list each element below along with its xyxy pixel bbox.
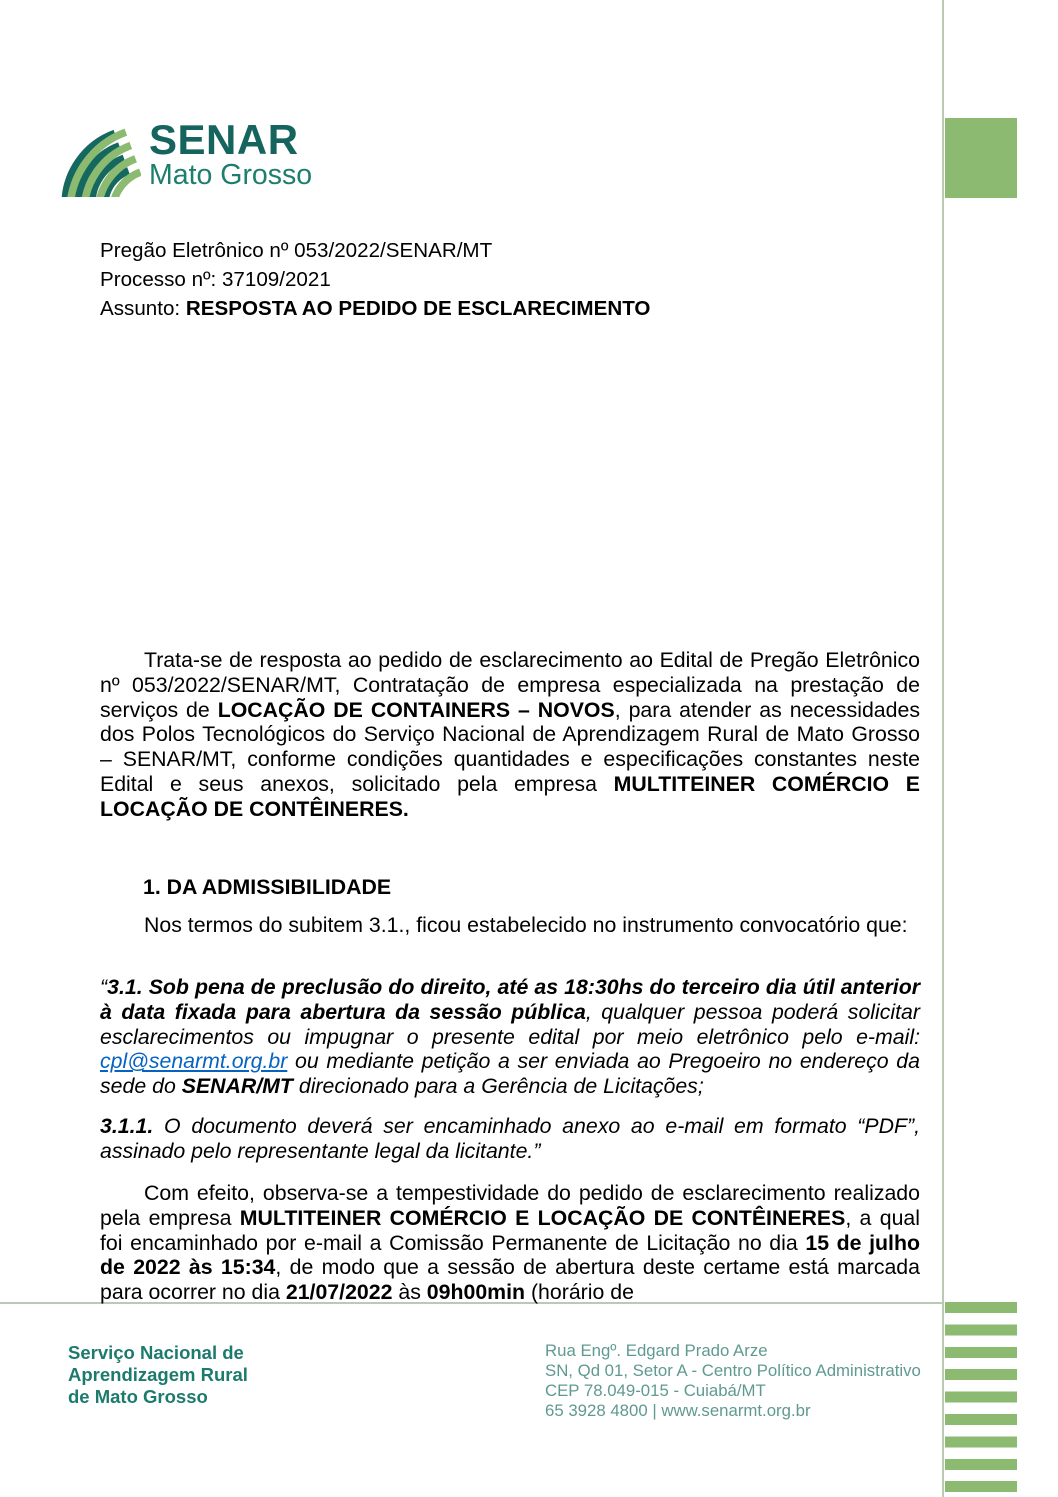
tempestividade-paragraph [100, 1181, 920, 1305]
tempestividade-session-date: 21/07/2022 [285, 1280, 393, 1304]
email-link[interactable]: cpl@senarmt.org.br [100, 1049, 288, 1074]
quote-3-1-mid: , qualquer pessoa poderá solicitar esclarecimentos ou impugnar o presente edital por meio eletrônico pelo e-mail: [100, 999, 920, 1049]
tempestividade-company: MULTITEINER COMÉRCIO E LOCAÇÃO DE CONTÊINERES [239, 1205, 846, 1230]
header-processo-line: Processo nº: 37109/2021 [100, 268, 331, 291]
footer-org-line-3: de Mato Grosso [68, 1386, 208, 1407]
quote-3-1-1-text: O documento deverá ser encaminhado anexo ao e-mail em formato “PDF”, assinado pelo representante legal da licitante.” [100, 1114, 920, 1163]
intro-run-1: Trata-se de resposta ao pedido de esclarecimento ao Edital de Pregão Eletrônico nº 053/2022/SENAR/MT, Contratação de empresa especializada na prestação de serviços de [100, 648, 920, 722]
tempestividade-run-3: , a qual foi encaminhado por e-mail a Comissão Permanente de Licitação no dia [100, 1205, 920, 1255]
logo-text [149, 110, 312, 190]
intro-run-company: MULTITEINER COMÉRCIO E LOCAÇÃO DE CONTÊINERES. [100, 771, 920, 821]
assunto-label: Assunto: [100, 297, 186, 320]
intro-run-object: LOCAÇÃO DE CONTAINERS – NOVOS [217, 697, 615, 722]
quote-3-1-tail: direcionado para a Gerência de Licitações; [292, 1074, 704, 1098]
quote-3-1-after-email: ou mediante petição a ser enviada ao Pregoeiro no endereço da sede do [100, 1049, 920, 1098]
quote-3-1-1-number: 3.1.1. [100, 1114, 154, 1138]
quote-3-1-paragraph [100, 975, 920, 1099]
quote-3-1-bold-lead: 3.1. Sob pena de preclusão do direito, até as 18:30hs do terceiro dia útil anterior à data fixada para abertura da sessão pública [100, 975, 920, 1024]
footer-phone-website: 65 3928 4800 | www.senarmt.org.br [545, 1401, 811, 1420]
intro-paragraph [100, 648, 920, 821]
footer-org-line-2: Aprendizagem Rural [68, 1364, 248, 1385]
footer-address-street: Rua Engº. Edgard Prado Arze [545, 1341, 768, 1360]
intro-run-3: , para atender as necessidades dos Polos Tecnológicos do Serviço Nacional de Aprendizagem Rural de Mato Grosso – SENAR/MT, conforme condições quantidades e especificações constantes neste Edital e seus anexos, solicitado pela empresa [100, 697, 920, 796]
assunto-value: RESPOSTA AO PEDIDO DE ESCLARECIMENTO [185, 297, 651, 320]
document-header [100, 236, 920, 323]
logo-brand-text: SENAR [149, 116, 299, 163]
header-assunto-line [100, 294, 920, 323]
tempestividade-run-9: (horário de [525, 1280, 634, 1304]
tempestividade-run-7: às [392, 1280, 427, 1304]
tempestividade-datetime: 15 de julho de 2022 às 15:34 [100, 1230, 920, 1280]
senar-logo [46, 110, 312, 197]
footer-address-cep: CEP 78.049-015 - Cuiabá/MT [545, 1381, 766, 1400]
footer-address [545, 1341, 921, 1421]
logo-region-text: Mato Grosso [149, 159, 313, 191]
footer-organization [68, 1342, 248, 1408]
footer-org-line-1: Serviço Nacional de [68, 1342, 244, 1363]
tempestividade-run-5: , de modo que a sessão de abertura deste certame está marcada para ocorrer no dia [100, 1255, 920, 1304]
section-1-heading: 1. DA ADMISSIBILIDADE [143, 875, 392, 899]
green-accent-square [945, 118, 1017, 198]
quote-3-1-1-paragraph [100, 1114, 920, 1164]
tempestividade-run-1: Com efeito, observa-se a tempestividade do pedido de esclarecimento realizado pela empresa [100, 1181, 920, 1230]
senar-fan-icon [46, 110, 141, 197]
quote-open-mark: “ [100, 975, 108, 999]
header-pregao-line: Pregão Eletrônico nº 053/2022/SENAR/MT [100, 239, 493, 262]
tempestividade-session-time: 09h00min [426, 1280, 526, 1304]
right-vertical-rule [942, 0, 944, 1497]
green-accent-stripes [945, 1302, 1017, 1497]
footer-address-sector: SN, Qd 01, Setor A - Centro Político Administrativo [545, 1361, 921, 1380]
termos-paragraph: Nos termos do subitem 3.1., ficou estabelecido no instrumento convocatório que: [144, 913, 908, 937]
quote-3-1-senar-mt: SENAR/MT [181, 1074, 293, 1098]
